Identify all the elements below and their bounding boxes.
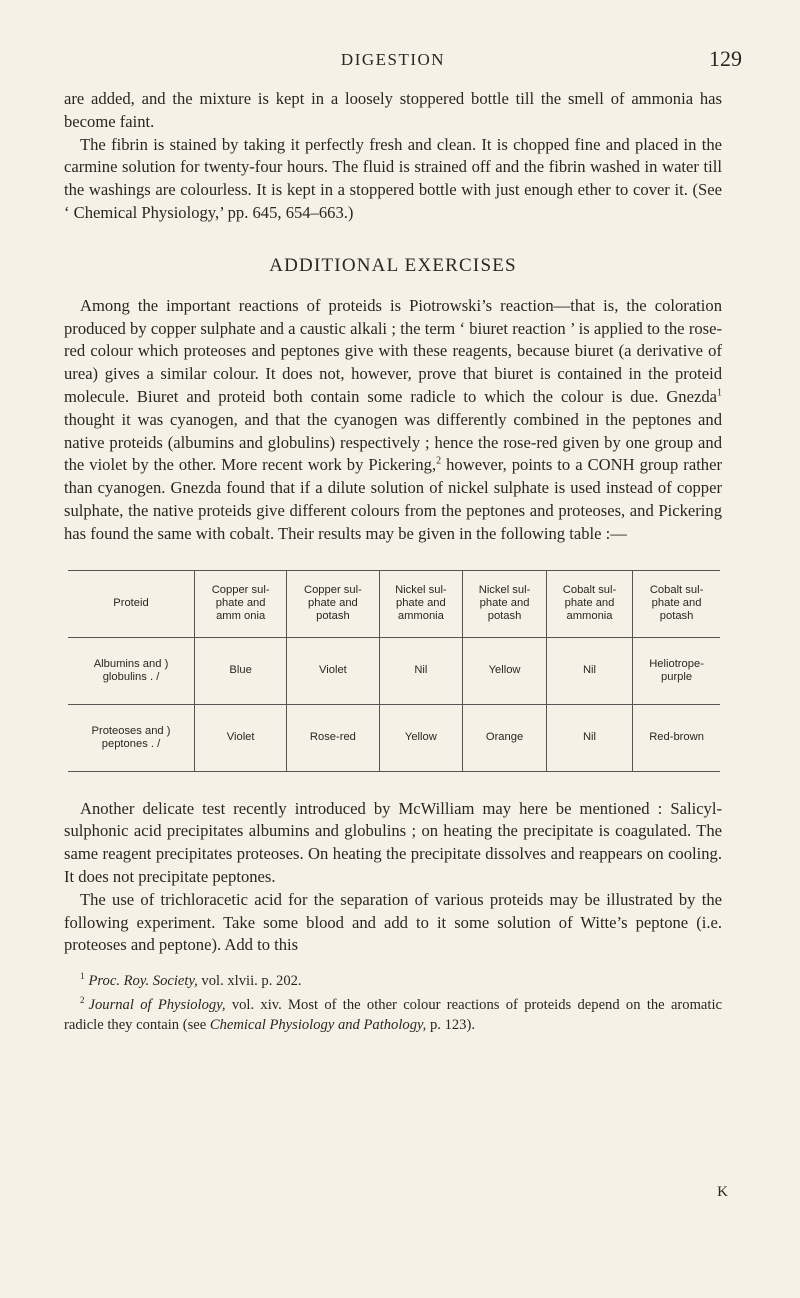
body-text [64, 88, 722, 1035]
footnote-2-book: Chemical Physiology and Pathology, [209, 1016, 427, 1033]
reaction-colour-cell: Heliotrope- purple [633, 637, 720, 704]
proteid-name-cell: Albumins and ) globulins . / [68, 637, 195, 704]
table-row [68, 637, 720, 704]
footnote-1 [64, 967, 722, 991]
footnote-ref-2[interactable]: 2 [436, 455, 442, 467]
reaction-colour-cell: Yellow [379, 704, 463, 771]
reaction-colour-cell: Nil [379, 637, 463, 704]
footnote-2-journal: Journal of Physiology, [88, 997, 226, 1014]
footnote-1-mark: 1 [80, 971, 85, 982]
reaction-colour-cell: Nil [546, 637, 632, 704]
running-head: DIGESTION [340, 50, 446, 69]
signature-mark: K [717, 1184, 728, 1200]
table-header-cell [633, 570, 720, 637]
reaction-colour-cell: Violet [287, 637, 379, 704]
footnote-2-mark: 2 [80, 995, 85, 1006]
footnote-2-text: vol. xiv. Most of the other colour reactions of proteids depend on the aromatic radicle they contain (see [64, 997, 722, 1033]
header-label: Cobalt sul- phate and ammonia [562, 584, 617, 623]
page-number: 129 [709, 46, 742, 71]
reaction-colour-cell: Rose-red [287, 704, 379, 771]
proteid-name-cell: Proteoses and ) peptones . / [68, 704, 195, 771]
footnotes [64, 967, 722, 1035]
footnote-1-text: vol. xlvii. p. 202. [197, 972, 302, 989]
footnote-2 [64, 991, 722, 1035]
page [64, 46, 742, 1035]
table-header-cell [287, 570, 379, 637]
header-label: Nickel sul- phate and ammonia [395, 584, 447, 623]
reaction-colour-cell: Orange [463, 704, 547, 771]
reaction-colour-cell: Red-brown [649, 731, 704, 744]
reaction-colour-cell: Yellow [463, 637, 547, 704]
reaction-colour-cell: Nil [546, 704, 632, 771]
reaction-colour-cell: Violet [195, 704, 287, 771]
paragraph-fibrin-staining: The fibrin is stained by taking it perfectly fresh and clean. It is chopped fine and placed in the carmine solution for twenty-four hours. The fluid is strained off and the fibrin washed in water till the washings are colourless. It is kept in a stoppered bottle with just enough ether to cover it. (See ‘ Chemical Physiology,’ pp. 645, 654–663.) [64, 134, 722, 222]
table-header-cell [546, 570, 632, 637]
table-body [68, 637, 720, 771]
header-label: Copper sul- phate and amm onia [211, 584, 270, 623]
table-header-cell [195, 570, 287, 637]
page-header [64, 46, 742, 76]
footnote-1-journal: Proc. Roy. Society, [88, 972, 198, 989]
paragraph-biuret-reaction [64, 295, 722, 546]
biuret-text-a: Among the important reactions of proteids is Piotrowski’s reaction—that is, the coloration produced by copper sulphate and a caustic alkali ; the term ‘ biuret reaction ’ is applied to the rose-red colour which proteoses and peptones give with these reagents, because biuret (a derivative of urea) gives a similar colour. It does not, however, prove that biuret is contained in the proteid molecule. Biuret and proteid both contain some radicle to which the colour is due. Gnezda [64, 295, 722, 406]
biuret-text-b: thought it was cyanogen, and that the cyanogen was differently combined in the peptones and native proteids (albumins and globulins) respectively ; hence the rose-red given by one group and the violet by the other. More recent work by Pickering, [64, 409, 722, 475]
header-label: Copper sul- phate and potash [303, 584, 362, 623]
paragraph-trichloracetic: The use of trichloracetic acid for the separation of various proteids may be illustrated by the following experiment. Take some blood and add to it some solution of Witte’s peptone (i.e. proteoses and peptone). Add to this [64, 889, 722, 955]
paragraph-salicyl-test: Another delicate test recently introduced by McWilliam may here be mentioned : Salicyl-sulphonic acid precipitates albumins and globulins ; on heating the precipitate is coagulated. The same reagent precipitates proteoses. On heating the precipitate dissolves and reappears on cooling. It does not precipitate peptones. [64, 798, 722, 886]
table-header-row [68, 570, 720, 637]
header-label: Cobalt sul- phate and potash [649, 584, 704, 623]
section-title: ADDITIONAL EXERCISES [269, 254, 517, 276]
footnote-ref-1[interactable]: 1 [717, 387, 722, 399]
footnote-2-end: p. 123). [426, 1016, 475, 1033]
header-label: Nickel sul- phate and potash [478, 584, 531, 623]
reaction-colour-cell: Blue [195, 637, 287, 704]
table-row [68, 704, 720, 771]
table-header-cell [68, 570, 195, 637]
table-header-cell [379, 570, 463, 637]
paragraph-continuation: are added, and the mixture is kept in a loosely stoppered bottle till the smell of ammonia has become faint. [64, 89, 722, 131]
header-label: Proteid [113, 597, 149, 610]
biuret-text-c: however, points to a CONH group rather than cyanogen. Gnezda found that if a dilute solution of nickel sulphate is used instead of copper sulphate, the native proteids give different colours from the peptones and proteoses, and Pickering has found the same with cobalt. Their results may be given in the following table :— [64, 455, 722, 543]
table-header-cell [463, 570, 547, 637]
reactions-table [68, 570, 720, 772]
